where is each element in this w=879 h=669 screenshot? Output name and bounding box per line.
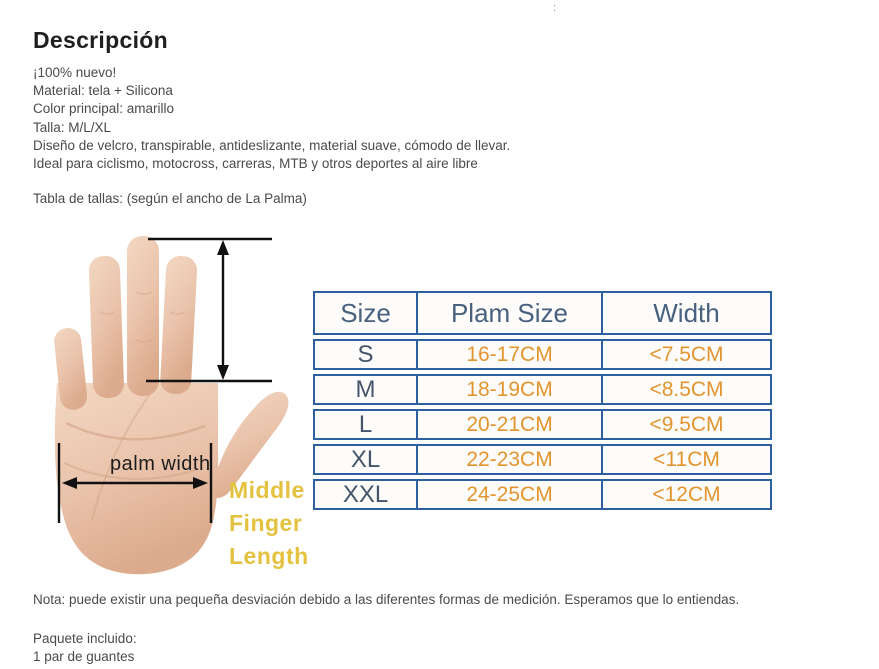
size-table-header-row [313,291,772,335]
description-line: Ideal para ciclismo, motocross, carreras, MTB y otros deportes al aire libre [33,156,478,172]
note-text: Nota: puede existir una pequeña desviación debido a las diferentes formas de medición. Esperamos que lo entiendas. [33,592,740,607]
table-row-m [313,374,772,405]
size-chart-caption: Tabla de tallas: (según el ancho de La Palma) [33,191,307,206]
size-cell: M [355,376,376,403]
middle-finger-length-label [229,474,309,573]
description-line: ¡100% nuevo! [33,65,117,80]
width-cell: <12CM [601,481,770,508]
width-cell: <8.5CM [601,376,770,403]
width-cell: <7.5CM [601,341,770,368]
size-cell: L [358,411,373,438]
description-block [33,64,510,173]
size-cell: XL [350,446,381,473]
table-row-xl [313,444,772,475]
header-cell-width: Width [601,293,770,333]
package-block [33,630,137,666]
package-title: Paquete incluido: [33,631,137,646]
size-table [313,291,772,514]
page-title: Descripción [33,27,168,53]
size-cell: XXL [342,481,389,508]
description-line: Material: tela + Silicona [33,83,173,99]
finger-label-line: Finger [229,510,303,536]
finger-label-line: Length [229,543,309,569]
palm-size-cell: 22-23CM [416,446,601,473]
description-line: Color principal: amarillo [33,101,175,117]
palm-size-cell: 24-25CM [416,481,601,508]
header-cell-size: Size [340,297,391,328]
width-cell: <9.5CM [601,411,770,438]
size-cell: S [357,341,374,368]
description-line: Talla: M/L/XL [33,119,112,135]
palm-size-cell: 16-17CM [416,341,601,368]
description-line: Diseño de velcro, transpirable, antideslizante, material suave, cómodo de llevar. [33,137,511,153]
corner-mark: : [553,2,557,14]
table-row-l [313,409,772,440]
width-cell: <11CM [601,446,770,473]
header-cell-palm-size: Plam Size [416,293,601,333]
hand-measurement-diagram [0,228,320,588]
table-row-s [313,339,772,370]
package-item: 1 par de guantes [33,649,135,665]
palm-width-label: palm width [110,453,211,475]
finger-label-line: Middle [229,477,305,503]
table-row-xxl [313,479,772,510]
palm-size-cell: 18-19CM [416,376,601,403]
palm-size-cell: 20-21CM [416,411,601,438]
